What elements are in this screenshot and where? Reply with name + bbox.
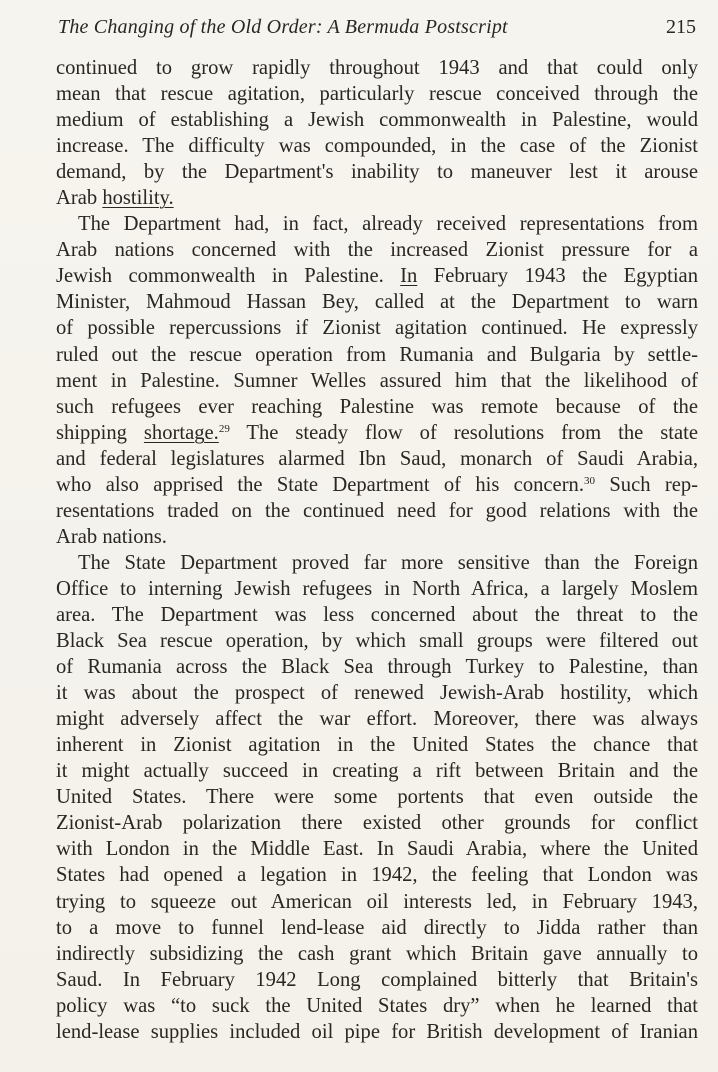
text-line: and federal legislatures alarmed Ibn Saud, monarch of Saudi Arabia, — [56, 447, 698, 470]
text-line: Black Sea rescue operation, by which small groups were filtered out — [56, 630, 698, 653]
text-line: trying to squeeze out American oil interests led, in February 1943, — [56, 890, 698, 913]
text-line: such refugees ever reaching Palestine was remote because of the — [56, 395, 698, 418]
text-line: United States. There were some portents that even outside the — [56, 786, 698, 809]
underlined-text: In — [400, 265, 418, 288]
text-line: it was about the prospect of renewed Jewish-Arab hostility, which — [56, 682, 698, 705]
text-line: resentations traded on the continued need for good relations with the — [56, 499, 698, 522]
text-line: to a move to funnel lend-lease aid directly to Jidda rather than — [56, 916, 698, 939]
text-line: with London in the Middle East. In Saudi Arabia, where the United — [56, 838, 698, 861]
text-line: demand, by the Department's inability to maneuver lest it arouse — [56, 161, 698, 184]
text-line: Zionist-Arab polarization there existed other grounds for conflict — [56, 812, 698, 835]
text-line: Arab nations concerned with the increased Zionist pressure for a — [56, 239, 698, 262]
text-line: increase. The difficulty was compounded, in the case of the Zionist — [56, 135, 698, 158]
text-fragment: The steady flow of resolutions from the state — [229, 421, 698, 444]
text-line: The State Department proved far more sensitive than the Foreign — [78, 551, 698, 574]
footnote-marker: 29 — [218, 422, 230, 435]
text-fragment: February 1943 the Egyptian — [417, 265, 698, 288]
text-line: medium of establishing a Jewish commonwealth in Palestine, would — [56, 109, 698, 132]
text-fragment: shipping — [56, 421, 144, 444]
text-line: ruled out the rescue operation from Rumania and Bulgaria by settle- — [56, 343, 698, 366]
text-line: Arab nations. — [56, 525, 167, 548]
text-line: indirectly subsidizing the cash grant which Britain gave annually to — [56, 942, 698, 965]
underlined-text: hostility. — [102, 187, 174, 210]
text-line: of Rumania across the Black Sea through Turkey to Palestine, than — [56, 656, 698, 679]
text-fragment: Arab — [56, 187, 103, 210]
text-line: it might actually succeed in creating a rift between Britain and the — [56, 760, 698, 783]
text-line: inherent in Zionist agitation in the United States the chance that — [56, 734, 698, 757]
text-line: policy was “to suck the United States dry” when he learned that — [56, 994, 698, 1017]
text-line: of possible repercussions if Zionist agitation continued. He expressly — [56, 317, 698, 340]
text-fragment: Such rep- — [595, 473, 698, 496]
text-line: continued to grow rapidly throughout 1943 and that could only — [56, 57, 698, 79]
text-line: Minister, Mahmoud Hassan Bey, called at the Department to warn — [56, 291, 698, 314]
text-line: ment in Palestine. Sumner Welles assured him that the likelihood of — [56, 369, 698, 392]
running-title: The Changing of the Old Order: A Bermuda Postscript — [58, 16, 508, 38]
text-fragment: who also apprised the State Department of his concern. — [56, 473, 585, 496]
text-line: might adversely affect the war effort. Moreover, there was always — [56, 708, 698, 731]
text-line: Saud. In February 1942 Long complained bitterly that Britain's — [56, 968, 698, 991]
text-line: The Department had, in fact, already received representations from — [78, 213, 698, 236]
text-line — [56, 472, 698, 498]
text-line: mean that rescue agitation, particularly rescue conceived through the — [56, 83, 698, 106]
text-line — [56, 185, 698, 211]
footnote-marker: 30 — [584, 474, 596, 487]
underlined-text: shortage. — [143, 421, 219, 444]
page-number: 215 — [666, 16, 696, 38]
running-head — [56, 10, 696, 44]
text-line: area. The Department was less concerned about the threat to the — [56, 603, 698, 626]
text-line: Office to interning Jewish refugees in North Africa, a largely Moslem — [56, 577, 698, 600]
text-line — [56, 263, 698, 289]
text-line: States had opened a legation in 1942, the feeling that London was — [56, 864, 698, 887]
body-text — [56, 55, 698, 1045]
text-line — [56, 420, 698, 446]
text-line: lend-lease supplies included oil pipe for British development of Iranian — [56, 1020, 698, 1043]
text-fragment: Jewish commonwealth in Palestine. — [56, 265, 401, 288]
